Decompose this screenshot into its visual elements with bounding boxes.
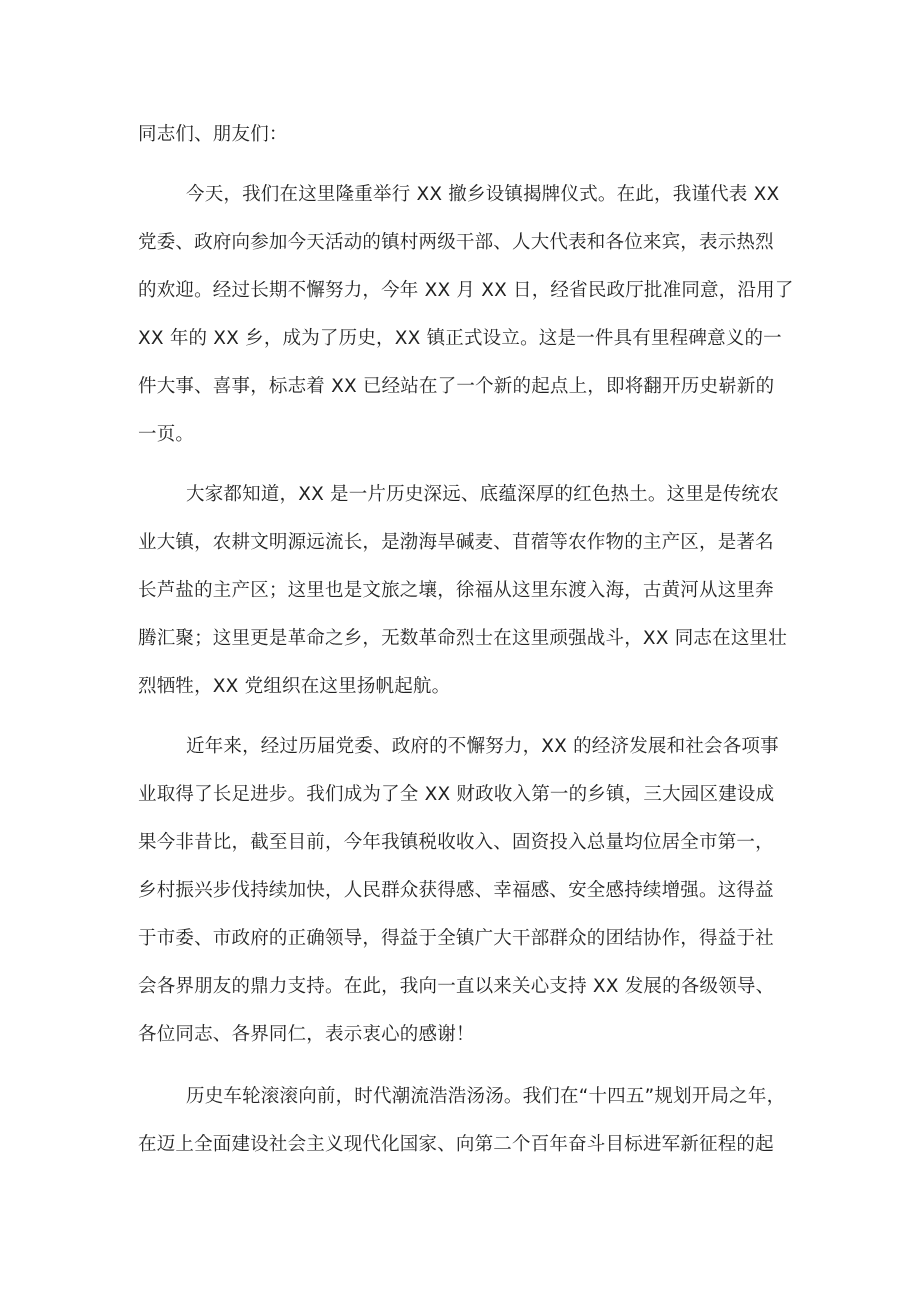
paragraph-1-line-3: 的欢迎。经过长期不懈努力，今年 XX 月 XX 日，经省民政厅批准同意，沿用了 — [138, 280, 794, 301]
salutation: 同志们、朋友们： — [138, 124, 288, 145]
paragraph-1-line-4: XX 年的 XX 乡，成为了历史，XX 镇正式设立。这是一件具有里程碑意义的一 — [138, 328, 782, 349]
paragraph-3-line-6: 会各界朋友的鼎力支持。在此，我向一直以来关心支持 XX 发展的各级领导、 — [138, 976, 775, 997]
paragraph-1-line-2: 党委、政府向参加今天活动的镇村两级干部、人大代表和各位来宾，表示热烈 — [138, 232, 774, 253]
paragraph-1-line-1: 今天，我们在这里隆重举行 XX 撤乡设镇揭牌仪式。在此，我谨代表 XX — [186, 184, 780, 205]
paragraph-3-line-7: 各位同志、各界同仁，表示衷心的感谢！ — [138, 1024, 475, 1045]
paragraph-3-line-4: 乡村振兴步伐持续加快，人民群众获得感、幸福感、安全感持续增强。这得益 — [138, 880, 774, 901]
paragraph-4-line-1: 历史车轮滚滚向前，时代潮流浩浩汤汤。我们在“十四五”规划开局之年， — [186, 1086, 786, 1107]
paragraph-4-line-2: 在迈上全面建设社会主义现代化国家、向第二个百年奋斗目标进军新征程的起 — [138, 1134, 774, 1155]
paragraph-3-line-1: 近年来，经过历届党委、政府的不懈努力，XX 的经济发展和社会各项事 — [186, 736, 779, 757]
paragraph-2-line-4: 腾汇聚；这里更是革命之乡，无数革命烈士在这里顽强战斗，XX 同志在这里壮 — [138, 628, 787, 649]
paragraph-2-line-2: 业大镇，农耕文明源远流长，是渤海旱碱麦、苜蓿等农作物的主产区，是著名 — [138, 532, 774, 553]
paragraph-1-line-5: 件大事、喜事，标志着 XX 已经站在了一个新的起点上，即将翻开历史崭新的 — [138, 376, 775, 397]
paragraph-2-line-3: 长芦盐的主产区；这里也是文旅之壤，徐福从这里东渡入海，古黄河从这里奔 — [138, 580, 774, 601]
paragraph-1-line-6: 一页。 — [138, 424, 195, 445]
paragraph-3-line-5: 于市委、市政府的正确领导，得益于全镇广大干部群众的团结协作，得益于社 — [138, 928, 774, 949]
paragraph-3-line-2: 业取得了长足进步。我们成为了全 XX 财政收入第一的乡镇，三大园区建设成 — [138, 784, 775, 805]
paragraph-2-line-1: 大家都知道，XX 是一片历史深远、底蕴深厚的红色热土。这里是传统农 — [186, 484, 779, 505]
paragraph-2-line-5: 烈牺牲，XX 党组织在这里扬帆起航。 — [138, 676, 451, 697]
paragraph-3-line-3: 果今非昔比，截至目前，今年我镇税收收入、固资投入总量均位居全市第一， — [138, 832, 774, 853]
